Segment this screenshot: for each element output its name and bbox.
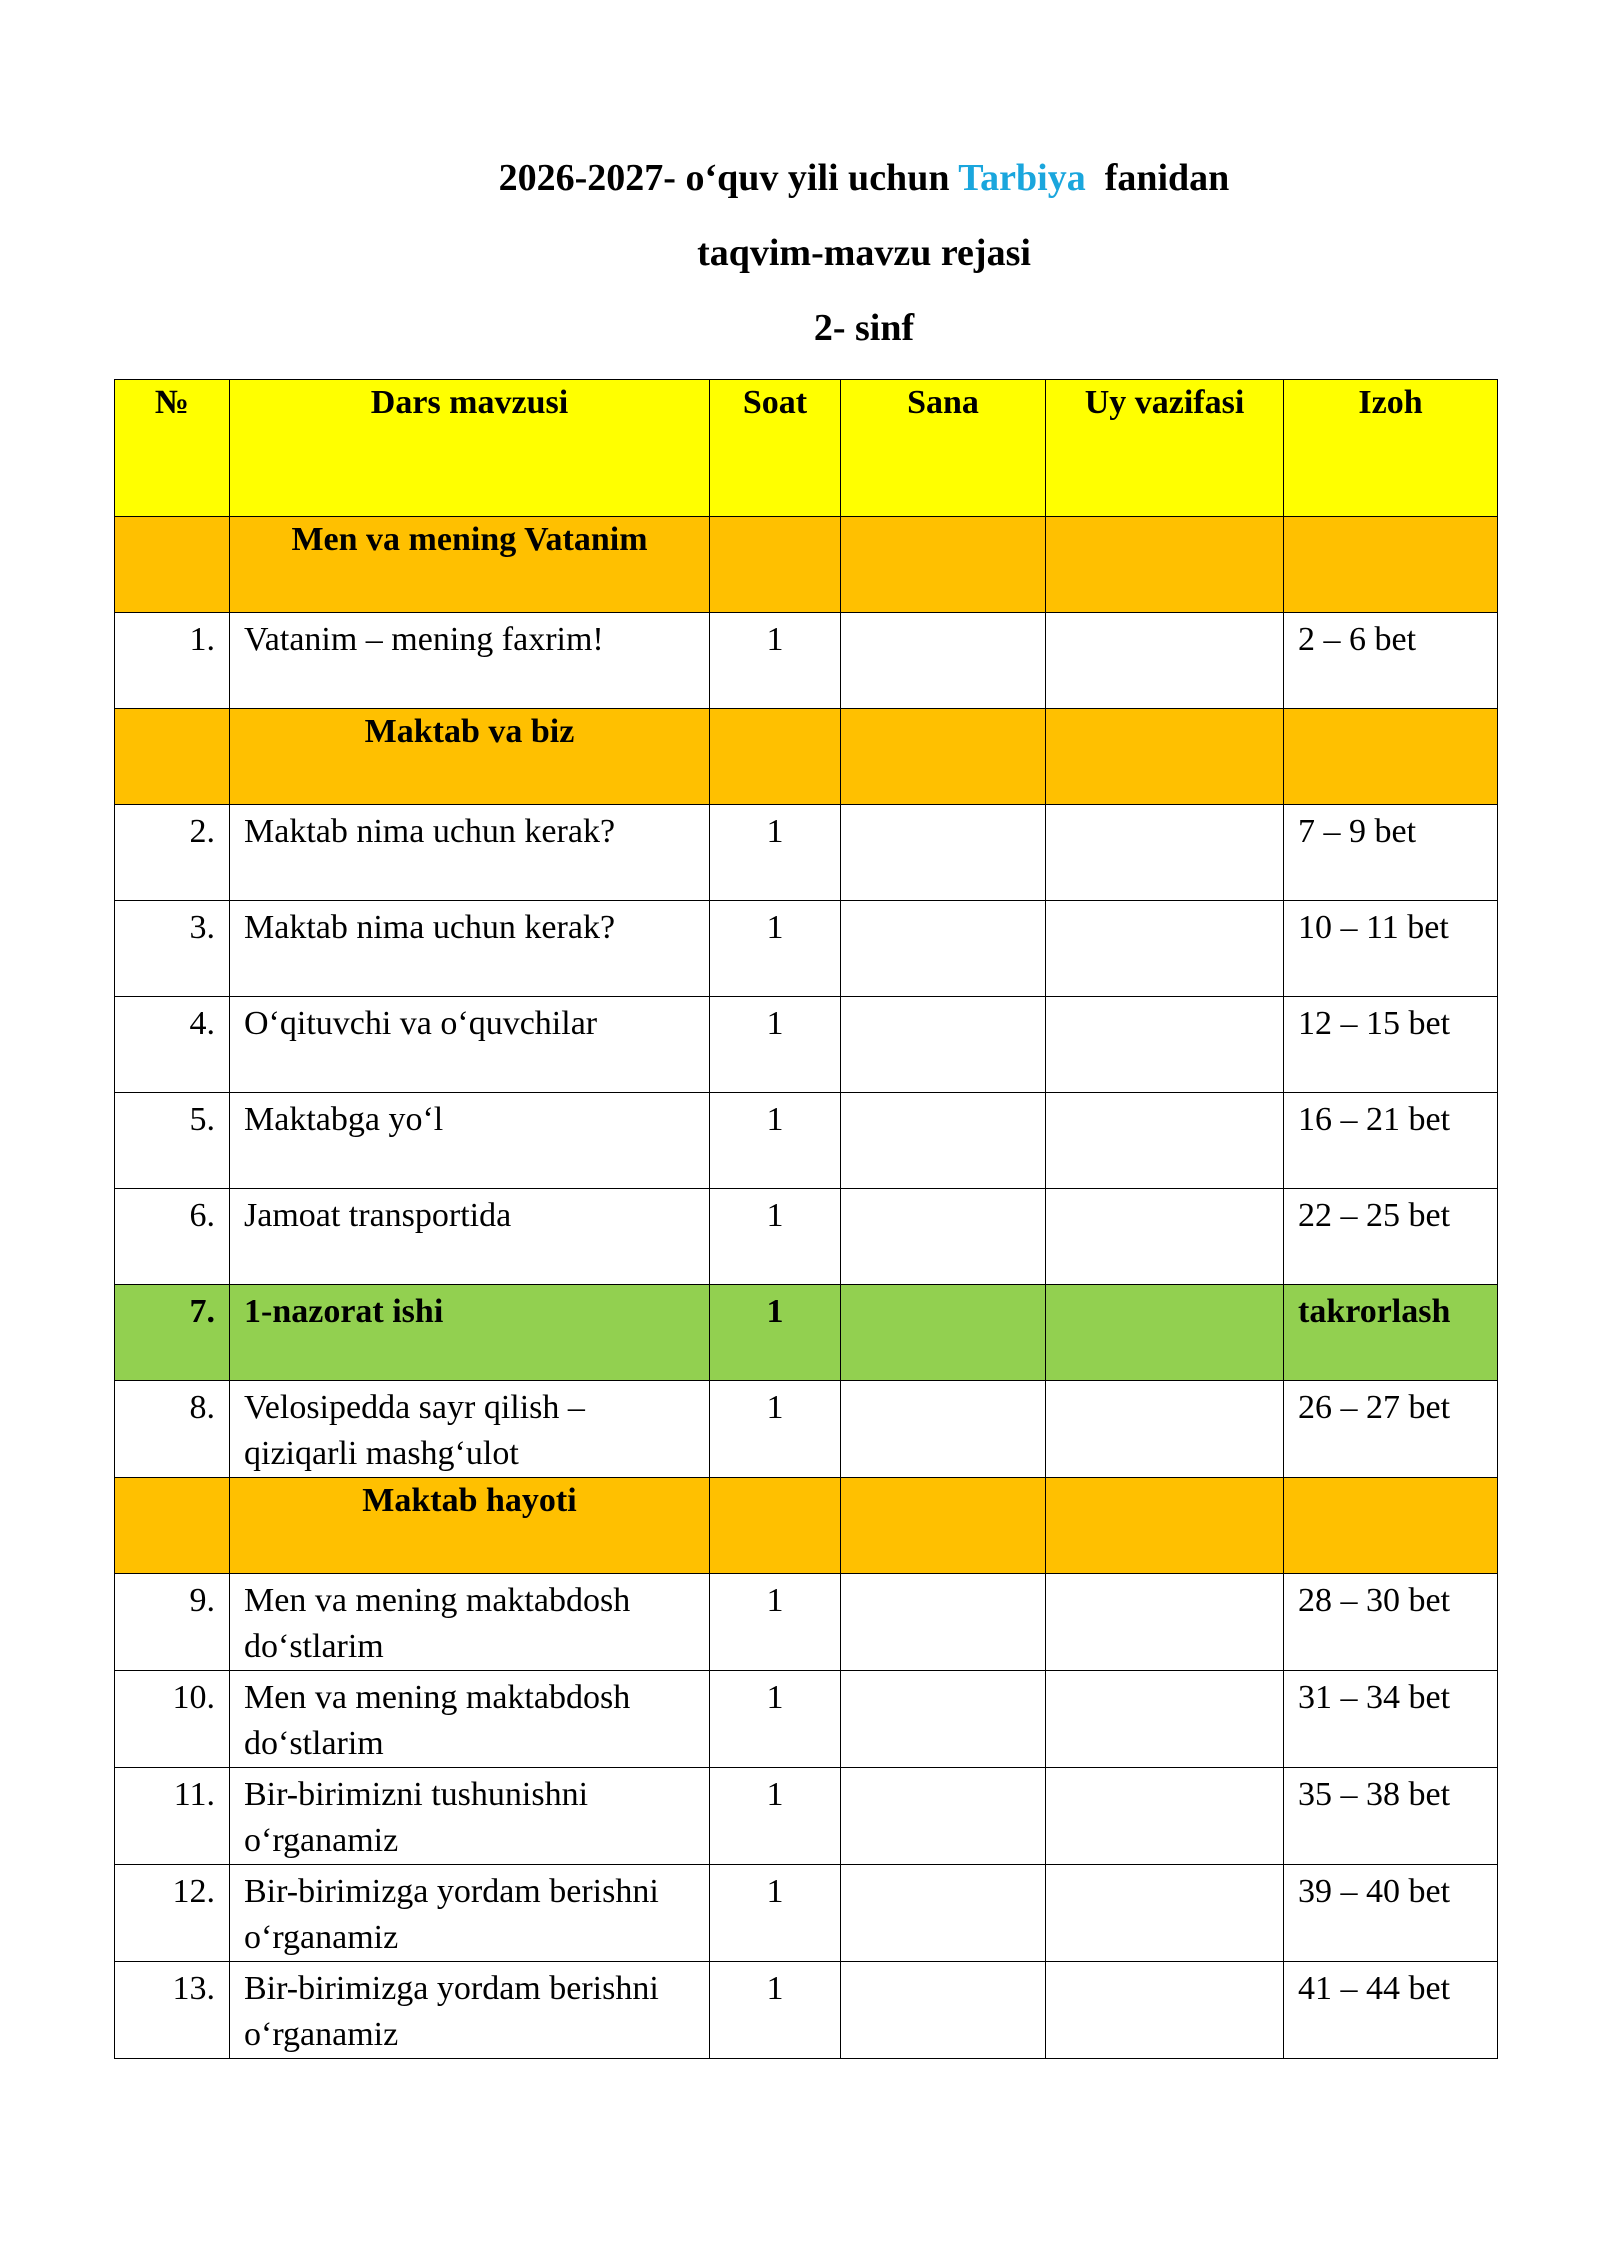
lesson-homework (1046, 1189, 1284, 1285)
lesson-date (841, 805, 1046, 901)
lesson-hours: 1 (710, 1962, 841, 2059)
lesson-plan-table (114, 379, 1498, 2059)
lesson-date (841, 1671, 1046, 1768)
lesson-number: 6. (115, 1189, 230, 1285)
lesson-row (115, 1962, 1498, 2059)
section-empty-cell (1284, 1478, 1498, 1574)
lesson-homework (1046, 1574, 1284, 1671)
header-topic: Dars mavzusi (230, 380, 710, 517)
title-prefix: 2026-2027- o‘quv yili uchun (498, 157, 959, 199)
lesson-row (115, 1093, 1498, 1189)
lesson-row (115, 901, 1498, 997)
lesson-note: 41 – 44 bet (1284, 1962, 1498, 2059)
lesson-note: 10 – 11 bet (1284, 901, 1498, 997)
lesson-topic: Vatanim – mening faxrim! (230, 613, 710, 709)
lesson-homework (1046, 613, 1284, 709)
section-empty-cell (1284, 709, 1498, 805)
header-hours: Soat (710, 380, 841, 517)
section-title: Men va mening Vatanim (230, 517, 710, 613)
section-empty-cell (1046, 517, 1284, 613)
lesson-row (115, 1671, 1498, 1768)
lesson-homework (1046, 1381, 1284, 1478)
test-row (115, 1285, 1498, 1381)
section-empty-cell (1046, 1478, 1284, 1574)
header-date: Sana (841, 380, 1046, 517)
lesson-number: 3. (115, 901, 230, 997)
lesson-note: 39 – 40 bet (1284, 1865, 1498, 1962)
lesson-date (841, 1093, 1046, 1189)
lesson-topic: Maktab nima uchun kerak? (230, 901, 710, 997)
table-header-row (115, 380, 1498, 517)
section-empty-cell (1046, 709, 1284, 805)
lesson-homework (1046, 1671, 1284, 1768)
header-homework: Uy vazifasi (1046, 380, 1284, 517)
lesson-topic: O‘qituvchi va o‘quvchilar (230, 997, 710, 1093)
lesson-hours: 1 (710, 613, 841, 709)
header-note: Izoh (1284, 380, 1498, 517)
lesson-row (115, 997, 1498, 1093)
section-number-cell (115, 517, 230, 613)
lesson-hours: 1 (710, 1285, 841, 1381)
lesson-date (841, 1574, 1046, 1671)
lesson-homework (1046, 1962, 1284, 2059)
document-class-label: 2- sinf (813, 307, 915, 349)
lesson-date (841, 1189, 1046, 1285)
lesson-hours: 1 (710, 1865, 841, 1962)
lesson-homework (1046, 997, 1284, 1093)
lesson-date (841, 1768, 1046, 1865)
header-number: № (115, 380, 230, 517)
lesson-note: 26 – 27 bet (1284, 1381, 1498, 1478)
lesson-topic: Men va mening maktabdosh do‘stlarim (230, 1671, 710, 1768)
table-body (115, 517, 1498, 2059)
lesson-note: 2 – 6 bet (1284, 613, 1498, 709)
lesson-note: 12 – 15 bet (1284, 997, 1498, 1093)
lesson-number: 11. (115, 1768, 230, 1865)
title-suffix: fanidan (1085, 157, 1230, 199)
lesson-number: 8. (115, 1381, 230, 1478)
section-empty-cell (1284, 517, 1498, 613)
lesson-hours: 1 (710, 1768, 841, 1865)
lesson-date (841, 613, 1046, 709)
lesson-date (841, 901, 1046, 997)
lesson-number: 2. (115, 805, 230, 901)
section-empty-cell (710, 1478, 841, 1574)
lesson-note: 22 – 25 bet (1284, 1189, 1498, 1285)
lesson-topic: Bir-birimizga yordam berishni o‘rganamiz (230, 1865, 710, 1962)
lesson-note: 7 – 9 bet (1284, 805, 1498, 901)
section-row (115, 709, 1498, 805)
lesson-hours: 1 (710, 1381, 841, 1478)
lesson-row (115, 805, 1498, 901)
lesson-date (841, 1285, 1046, 1381)
lesson-hours: 1 (710, 997, 841, 1093)
lesson-number: 10. (115, 1671, 230, 1768)
lesson-topic: Velosipedda sayr qilish – qiziqarli mashg‘ulot (230, 1381, 710, 1478)
lesson-homework (1046, 901, 1284, 997)
lesson-date (841, 997, 1046, 1093)
lesson-homework (1046, 1093, 1284, 1189)
lesson-date (841, 1962, 1046, 2059)
section-empty-cell (841, 1478, 1046, 1574)
lesson-hours: 1 (710, 805, 841, 901)
section-empty-cell (710, 517, 841, 613)
lesson-topic: 1-nazorat ishi (230, 1285, 710, 1381)
lesson-number: 5. (115, 1093, 230, 1189)
lesson-hours: 1 (710, 1574, 841, 1671)
section-title: Maktab va biz (230, 709, 710, 805)
lesson-date (841, 1865, 1046, 1962)
lesson-topic: Maktabga yo‘l (230, 1093, 710, 1189)
lesson-row (115, 1189, 1498, 1285)
lesson-topic: Bir-birimizni tushunishni o‘rganamiz (230, 1768, 710, 1865)
lesson-note: 16 – 21 bet (1284, 1093, 1498, 1189)
lesson-topic: Bir-birimizga yordam berishni o‘rganamiz (230, 1962, 710, 2059)
lesson-row (115, 1381, 1498, 1478)
lesson-number: 7. (115, 1285, 230, 1381)
lesson-number: 9. (115, 1574, 230, 1671)
lesson-note: 28 – 30 bet (1284, 1574, 1498, 1671)
lesson-topic: Men va mening maktabdosh do‘stlarim (230, 1574, 710, 1671)
section-empty-cell (710, 709, 841, 805)
lesson-hours: 1 (710, 1189, 841, 1285)
lesson-note: 35 – 38 bet (1284, 1768, 1498, 1865)
title-subject: Tarbiya (958, 157, 1086, 199)
lesson-row (115, 613, 1498, 709)
lesson-row (115, 1768, 1498, 1865)
section-row (115, 1478, 1498, 1574)
lesson-note: 31 – 34 bet (1284, 1671, 1498, 1768)
document-title-line-1 (64, 155, 1600, 201)
section-title: Maktab hayoti (230, 1478, 710, 1574)
lesson-topic: Jamoat transportida (230, 1189, 710, 1285)
lesson-row (115, 1865, 1498, 1962)
lesson-date (841, 1381, 1046, 1478)
lesson-hours: 1 (710, 901, 841, 997)
lesson-homework (1046, 805, 1284, 901)
section-empty-cell (841, 517, 1046, 613)
lesson-hours: 1 (710, 1671, 841, 1768)
section-number-cell (115, 709, 230, 805)
document-title-line-2: taqvim-mavzu rejasi (697, 232, 1031, 274)
lesson-homework (1046, 1865, 1284, 1962)
lesson-homework (1046, 1768, 1284, 1865)
lesson-number: 4. (115, 997, 230, 1093)
lesson-hours: 1 (710, 1093, 841, 1189)
lesson-number: 1. (115, 613, 230, 709)
section-empty-cell (841, 709, 1046, 805)
section-number-cell (115, 1478, 230, 1574)
lesson-number: 12. (115, 1865, 230, 1962)
lesson-row (115, 1574, 1498, 1671)
lesson-number: 13. (115, 1962, 230, 2059)
lesson-topic: Maktab nima uchun kerak? (230, 805, 710, 901)
lesson-homework (1046, 1285, 1284, 1381)
lesson-note: takrorlash (1284, 1285, 1498, 1381)
section-row (115, 517, 1498, 613)
